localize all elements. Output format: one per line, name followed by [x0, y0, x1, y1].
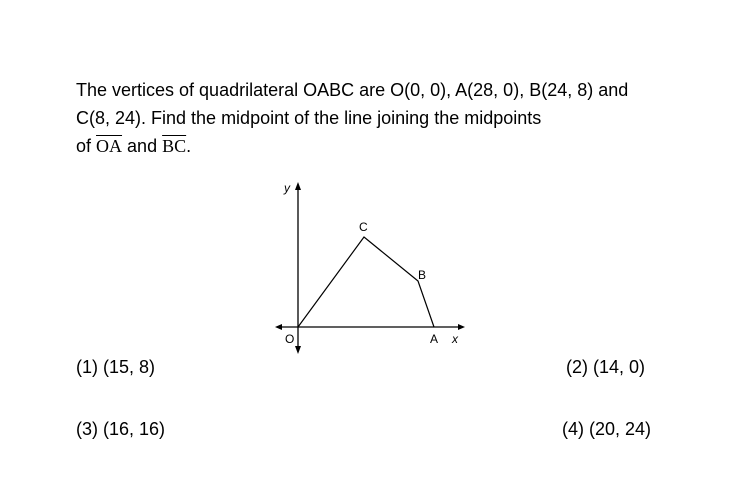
- vertex-a-label: A: [430, 332, 439, 346]
- and-word: and: [127, 136, 158, 156]
- of-word: of: [76, 136, 92, 156]
- x-axis-left-arrow: [275, 324, 282, 330]
- option-3[interactable]: (3) (16, 16): [76, 419, 166, 439]
- option-2[interactable]: (2) (14, 0): [566, 357, 646, 377]
- y-axis-label: y: [284, 181, 290, 195]
- vertex-o-label: O: [285, 332, 295, 346]
- question-line-1: The vertices of quadrilateral OABC are O(0, 0), A(28, 0), B(24, 8) and: [76, 80, 629, 100]
- vertex-b-label: B: [418, 268, 427, 282]
- x-axis-right-arrow: [458, 324, 465, 330]
- quadrilateral-oabc: [298, 237, 434, 327]
- segment-oa: $\overline{OA}$: [96, 136, 123, 156]
- y-axis-up-arrow: [295, 182, 301, 190]
- question-line-2: C(8, 24). Find the midpoint of the line joining the midpoints: [76, 108, 542, 128]
- option-4[interactable]: (4) (20, 24): [562, 419, 652, 439]
- segment-bc: $\overline{BC}$: [162, 136, 187, 156]
- option-1[interactable]: (1) (15, 8): [76, 357, 156, 377]
- y-axis-down-arrow: [295, 346, 301, 354]
- period: .: [186, 136, 192, 156]
- x-axis-label: x: [452, 332, 458, 346]
- vertex-c-label: C: [359, 220, 368, 234]
